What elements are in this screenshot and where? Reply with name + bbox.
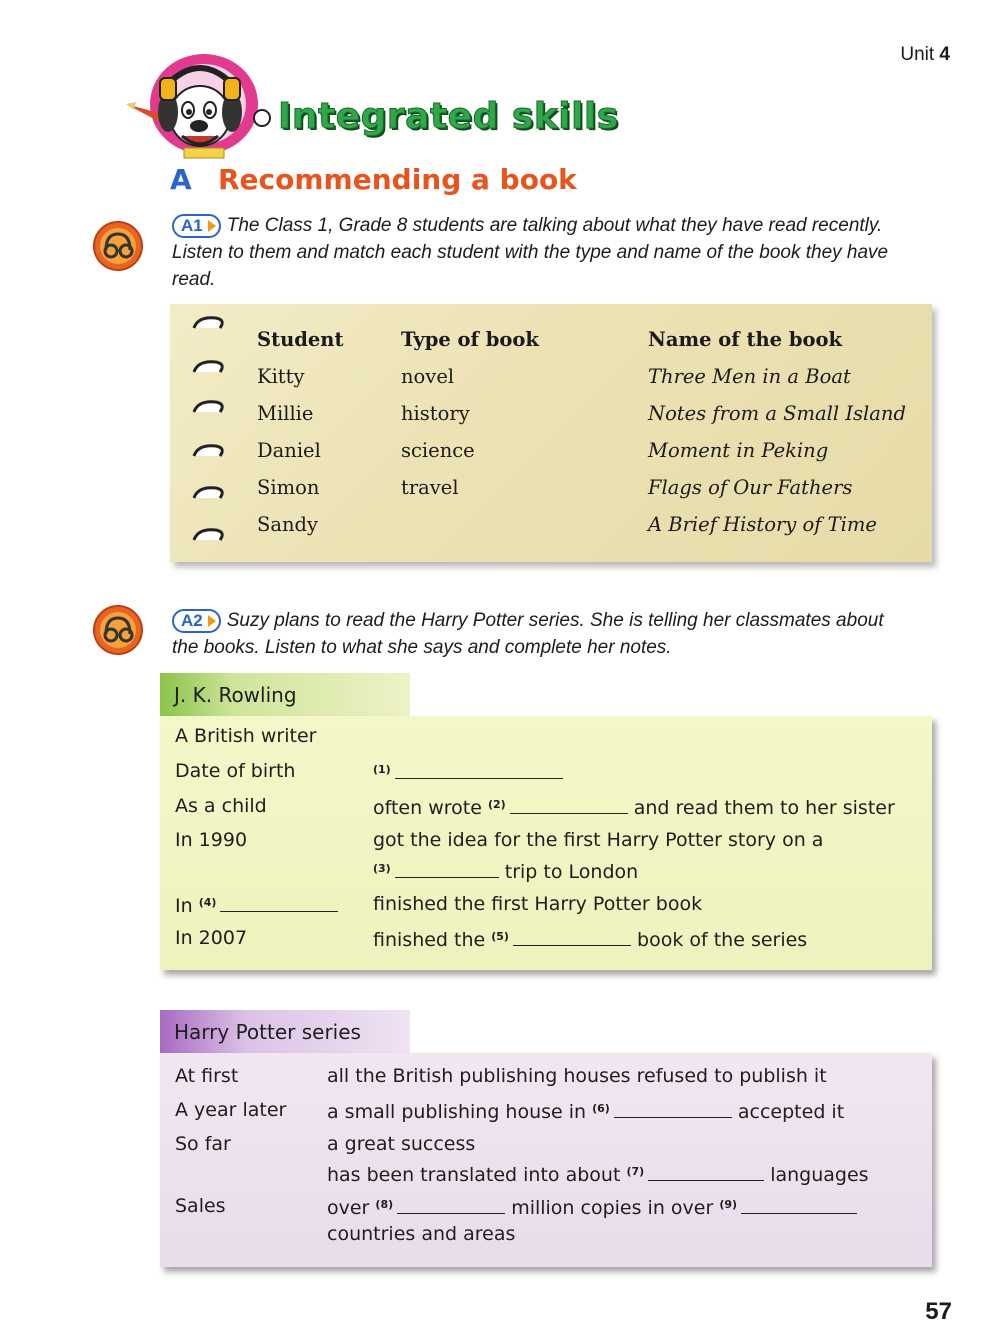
note-text: a great success [327,1133,476,1155]
note-label: In 1990 [175,829,248,851]
blank-3[interactable] [395,859,499,878]
note-text: (1) [373,760,563,784]
cd-listening-icon [92,220,144,272]
note-text: countries and areas [327,1223,516,1245]
header-name: Name of the book [648,328,843,351]
blank-9[interactable] [741,1195,857,1214]
notebook-ring-icon [192,358,226,378]
note-label: At first [175,1065,239,1087]
notebook-ring-icon [192,442,226,462]
cd-listening-icon [92,604,144,656]
note-label: So far [175,1133,231,1155]
a2-instruction: A2 Suzy plans to read the Harry Potter series. She is telling her classmates about the books. Listen to what she says and complete her notes. [172,610,884,658]
type-item: travel [401,476,459,499]
note-label: A year later [175,1099,287,1121]
student-item: Kitty [257,365,305,388]
book-item: Flags of Our Fathers [648,476,853,499]
header-student: Student [257,328,344,351]
note-label: In $^{(4)}$ [175,893,338,917]
type-item: history [401,402,470,425]
type-item: novel [401,365,455,388]
note-label: Date of birth [175,760,296,782]
note-label: A British writer [175,725,317,747]
blank-6[interactable] [614,1099,732,1118]
section-title: Recommending a book [218,163,577,196]
a1-badge: A1 [172,214,221,238]
series-tab [160,1010,410,1056]
note-text: over $^{(8)}$ million copies in over $^{(9)}$ [327,1195,857,1219]
notebook-ring-icon [192,484,226,504]
blank-4[interactable] [220,893,338,912]
notebook-ring-icon [192,526,226,546]
mascot-dog-icon [122,52,278,160]
a1-instruction: A1 The Class 1, Grade 8 students are talking about what they have read recently. Listen to them and match each student with the type and name of the book they have read. [172,215,889,290]
notebook-ring-icon [192,314,226,334]
student-item: Simon [257,476,320,499]
blank-1[interactable] [395,760,563,779]
book-item: A Brief History of Time [648,513,877,536]
rowling-tab-label: J. K. Rowling [174,683,297,707]
note-label: In 2007 [175,927,248,949]
student-item: Daniel [257,439,321,462]
page-title: Integrated skills [278,96,619,137]
book-item: Notes from a Small Island [648,402,906,425]
rowling-tab [160,673,410,719]
note-text: all the British publishing houses refused to publish it [327,1065,827,1087]
note-text: finished the first Harry Potter book [373,893,703,915]
note-text: finished the $^{(5)}$ book of the series [373,929,808,951]
blank-2[interactable] [510,795,628,814]
series-notes-card [160,1053,932,1267]
section-letter: A [170,163,192,196]
page-number: 57 [925,1298,952,1325]
notebook-ring-icon [192,398,226,418]
type-item: science [401,439,475,462]
unit-label: Unit 4 [900,44,950,65]
blank-8[interactable] [397,1195,505,1214]
blank-5[interactable] [513,927,631,946]
note-text: $^{(3)}$ trip to London [373,861,639,883]
student-item: Millie [257,402,314,425]
student-item: Sandy [257,513,319,536]
note-label: As a child [175,795,267,817]
notebook-a1 [170,304,932,562]
rowling-notes-card [160,716,932,970]
note-text: has been translated into about $^{(7)}$ languages [327,1164,869,1186]
book-item: Three Men in a Boat [648,365,851,388]
series-tab-label: Harry Potter series [174,1020,361,1044]
book-item: Moment in Peking [648,439,829,462]
header-type: Type of book [401,328,539,351]
blank-7[interactable] [648,1162,764,1181]
note-text: got the idea for the first Harry Potter story on a [373,829,824,851]
a2-badge: A2 [172,609,221,633]
note-label: Sales [175,1195,226,1217]
note-text: a small publishing house in $^{(6)}$ accepted it [327,1101,845,1123]
note-text: often wrote $^{(2)}$ and read them to her sister [373,797,895,819]
